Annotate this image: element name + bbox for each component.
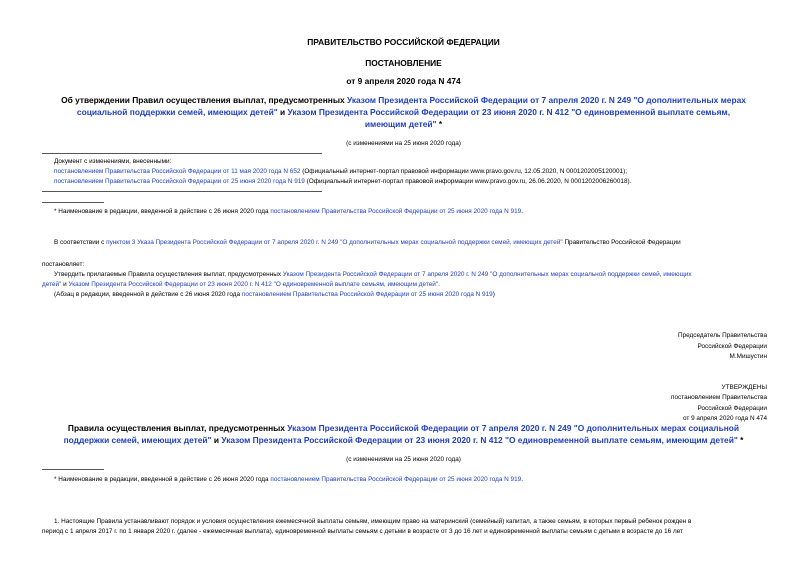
amendment-row-2 — [54, 177, 631, 186]
title-text: и — [277, 107, 288, 117]
rules-decree-249-link-cont[interactable]: поддержки семей, имеющих детей" — [63, 435, 212, 445]
rules-title-text: Правила осуществления выплат, предусмотренных — [67, 423, 288, 433]
paragraph-text: . — [438, 281, 440, 288]
approved-date: от 9 апреля 2020 года N 474 — [682, 415, 767, 422]
title-line-3 — [0, 119, 807, 130]
paragraph-approve-line-1 — [54, 270, 692, 279]
rules-title-line-2 — [0, 435, 807, 446]
footnote-text: * Наименование в редакции, введенной в действие с 26 июня 2020 года — [54, 476, 271, 483]
footnote-divider — [42, 469, 104, 470]
rules-title-line-1 — [0, 423, 807, 434]
amendment-source: (Официальный интернет-портал правовой информации www.pravo.gov.ru, 26.06.2020, N 0001202006260018). — [304, 178, 632, 185]
footnote-mark: * — [737, 435, 744, 445]
paragraph-text: Утвердить прилагаемые Правила осуществления выплат, предусмотренных — [54, 271, 283, 278]
rules-changes-note: (с изменениями на 25 июня 2020 года) — [346, 456, 461, 463]
rules-decree-412-link[interactable]: Указом Президента Российской Федерации от 23 июня 2020 г. N 412 "О единовременной выплате семьям, имеющим детей" — [221, 435, 738, 445]
decree-412-link[interactable]: Указом Президента Российской Федерации от 23 июня 2020 г. N 412 "О единовременной выплате семьям, — [287, 107, 731, 117]
decree-249-link-body[interactable]: Указом Президента Российской Федерации от 7 апреля 2020 г. N 249 "О дополнительных мерах социальной поддержки семей, имеющих — [282, 271, 692, 278]
edition-919-link[interactable]: постановлением Правительства Российской Федерации от 25 июня 2020 года N 919 — [241, 291, 493, 298]
document-type: ПОСТАНОВЛЕНИЕ — [365, 58, 442, 68]
paragraph-approve-line-2 — [42, 280, 440, 289]
amendment-row-1 — [54, 167, 627, 176]
resolves-word: постановляет: — [42, 261, 85, 268]
divider — [42, 191, 322, 192]
footnote-919-link-2[interactable]: постановлением Правительства Российской Федерации от 25 июня 2020 года N 919 — [270, 476, 522, 483]
paragraph-text: (Абзац в редакции, введенной в действие с 26 июня 2020 года — [54, 291, 242, 298]
signature-country: Российской Федерации — [697, 343, 767, 350]
decree-249-clause-link[interactable]: пунктом 3 Указа Президента Российской Федерации от 7 апреля 2020 г. N 249 "О дополнительных мерах социальной поддержки семей, имеющих детей" — [106, 239, 563, 246]
paragraph-basis — [54, 238, 681, 247]
decree-412-link-cont[interactable]: имеющим детей" — [364, 119, 437, 129]
approved-country: Российской Федерации — [697, 405, 767, 412]
footnote-end: . — [521, 208, 523, 215]
footnote-2 — [54, 475, 523, 484]
document-date-number: от 9 апреля 2020 года N 474 — [346, 76, 461, 86]
rules-title-text: и — [211, 435, 222, 445]
signature-position: Председатель Правительства — [678, 332, 767, 339]
amendment-919-link[interactable]: постановлением Правительства Российской Федерации от 25 июня 2020 года N 919 — [54, 178, 305, 185]
approved-by: постановлением Правительства — [671, 394, 767, 401]
divider — [42, 153, 322, 154]
paragraph-text: Правительство Российской Федерации — [562, 239, 681, 246]
changes-note: (с изменениями на 25 июня 2020 года) — [346, 140, 461, 147]
rules-decree-249-link[interactable]: Указом Президента Российской Федерации от 7 апреля 2020 г. N 249 "О дополнительных мерах социальной — [287, 423, 740, 433]
title-text: Об утверждении Правил осуществления выплат, предусмотренных — [61, 95, 347, 105]
title-line-1 — [0, 95, 807, 106]
footnote-mark: * — [436, 119, 443, 129]
amendments-intro: Документ с изменениями, внесенными: — [54, 158, 172, 165]
paragraph-text: ) — [492, 291, 495, 298]
footnote-919-link[interactable]: постановлением Правительства Российской Федерации от 25 июня 2020 года N 919 — [270, 208, 522, 215]
signature-name: М.Мишустин — [729, 353, 767, 360]
decree-249-link-cont[interactable]: социальной поддержки семей, имеющих детей" — [76, 107, 278, 117]
paragraph-text: В соответствии с — [54, 239, 107, 246]
footnote-divider — [42, 202, 104, 203]
decree-249-link[interactable]: Указом Президента Российской Федерации от 7 апреля 2020 г. N 249 "О дополнительных мерах — [346, 95, 746, 105]
clause-1-line-1: 1. Настоящие Правила устанавливают порядок и условия осуществления ежемесячной выплаты семьям, имеющим право на материнский (семейный) капитал, а также семьям, в которых первый ребенок рожден в — [54, 518, 692, 525]
paragraph-text: и — [61, 281, 69, 288]
footnote-end: . — [521, 476, 523, 483]
decree-249-link-body-cont[interactable]: детей" — [42, 281, 62, 288]
decree-412-link-body[interactable]: Указом Президента Российской Федерации от 23 июня 2020 г. N 412 "О единовременной выплате семьям, имеющим детей" — [68, 281, 439, 288]
government-name: ПРАВИТЕЛЬСТВО РОССИЙСКОЙ ФЕДЕРАЦИИ — [307, 37, 500, 47]
title-line-2 — [0, 107, 807, 118]
footnote-text: * Наименование в редакции, введенной в действие с 26 июня 2020 года — [54, 208, 271, 215]
clause-1-line-2: период с 1 апреля 2017 г. по 1 января 2020 г. (далее - ежемесячная выплата), единовременной выплаты семьям с детьми в возрасте от 3 до 16 лет и единовременной выплаты семьям с детьми в возрасте до 16 лет — [42, 528, 683, 535]
approved-label: УТВЕРЖДЕНЫ — [721, 384, 767, 391]
amendment-652-link[interactable]: постановлением Правительства Российской Федерации от 11 мая 2020 года N 652 — [54, 168, 301, 175]
paragraph-edition-note — [54, 290, 495, 299]
footnote-1 — [54, 207, 523, 216]
amendment-source: (Официальный интернет-портал правовой информации www.pravo.gov.ru, 12.05.2020, N 0001202005120001); — [300, 168, 628, 175]
